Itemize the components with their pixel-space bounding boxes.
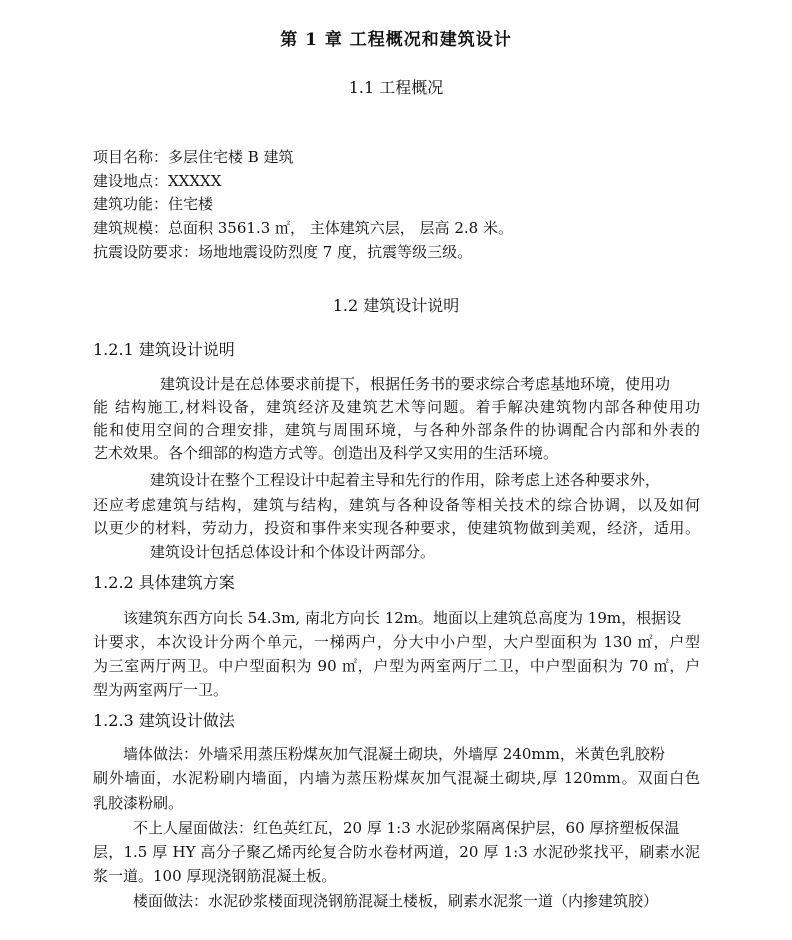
paragraph-line: 能 结构施工,材料设备，建筑经济及建筑艺术等问题。着手解决建筑物内部各种使用功: [93, 398, 700, 416]
paragraph-line: 建筑设计在整个工程设计中起着主导和先行的作用，除考虑上述各种要求外，: [150, 471, 661, 489]
section-1-2-1-heading: 1.2.1 建筑设计说明: [93, 340, 235, 359]
paragraph-line: 不上人屋面做法：红色英红瓦，20 厚 1:3 水泥砂浆隔离保护层，60 厚挤塑板保温: [133, 819, 680, 837]
chapter-title: 第 1 章 工程概况和建筑设计: [280, 30, 512, 50]
paragraph-line: 刷外墙面，水泥粉刷内墙面，内墙为蒸压粉煤灰加气混凝土砌块,厚 120mm。双面白色: [93, 769, 700, 787]
paragraph-line: 型为两室两厅一卫。: [93, 681, 229, 699]
paragraph-line: 艺术效果。各个细部的构造方式等。创造出及科学又实用的生活环境。: [93, 444, 559, 462]
paragraph-line: 能和使用空间的合理安排，建筑与周围环境，与各种外部条件的协调配合内部和外表的: [93, 421, 700, 439]
paragraph-line: 层，1.5 厚 HY 高分子聚乙烯丙纶复合防水卷材两道，20 厚 1:3 水泥砂浆找平，刷素水泥: [93, 843, 700, 861]
paragraph-line: 乳胶漆粉刷。: [93, 794, 184, 812]
section-1-1-heading: 1.1 工程概况: [348, 78, 444, 97]
paragraph-line: 该建筑东西方向长 54.3m, 南北方向长 12m。地面以上建筑总高度为 19m，根据设: [123, 609, 682, 627]
paragraph-line: 还应考虑建筑与结构，建筑与结构，建筑与各种设备等相关技术的综合协调，以及如何: [93, 496, 700, 514]
paragraph-line: 浆一道。100 厚现浇钢筋混凝土板。: [93, 867, 337, 885]
paragraph-line: 建筑设计包括总体设计和个体设计两部分。: [150, 543, 436, 561]
paragraph-line: 计要求，本次设计分两个单元，一梯两户，分大中小户型，大户型面积为 130 ㎡，户型: [93, 633, 700, 651]
paragraph-line: 楼面做法：水泥砂浆楼面现浇钢筋混凝土楼板，刷素水泥浆一道（内掺建筑胶）: [133, 892, 659, 910]
section-1-2-heading: 1.2 建筑设计说明: [332, 296, 460, 315]
paragraph-line: 建筑设计是在总体要求前提下，根据任务书的要求综合考虑基地环境，使用功: [160, 375, 671, 393]
paragraph-line: 为三室两厅两卫。中户型面积为 90 ㎡，户型为两室两厅二卫，中户型面积为 70 ㎡，户: [93, 657, 700, 675]
paragraph-line: 墙体做法：外墙采用蒸压粉煤灰加气混凝土砌块，外墙厚 240mm，米黄色乳胶粉: [123, 745, 665, 763]
info-function: 建筑功能：住宅楼: [93, 195, 214, 213]
info-project-name: 项目名称：多层住宅楼 B 建筑: [93, 148, 294, 166]
info-scale: 建筑规模：总面积 3561.3 ㎡， 主体建筑六层， 层高 2.8 米。: [93, 219, 513, 237]
section-1-2-3-heading: 1.2.3 建筑设计做法: [93, 711, 235, 730]
info-location: 建设地点：XXXXX: [93, 172, 222, 190]
info-seismic: 抗震设防要求：场地地震设防烈度 7 度，抗震等级三级。: [93, 243, 473, 261]
section-1-2-2-heading: 1.2.2 具体建筑方案: [93, 573, 235, 592]
paragraph-line: 以更少的材料，劳动力，投资和事件来实现各种要求，使建筑物做到美观，经济，适用。: [93, 519, 700, 537]
